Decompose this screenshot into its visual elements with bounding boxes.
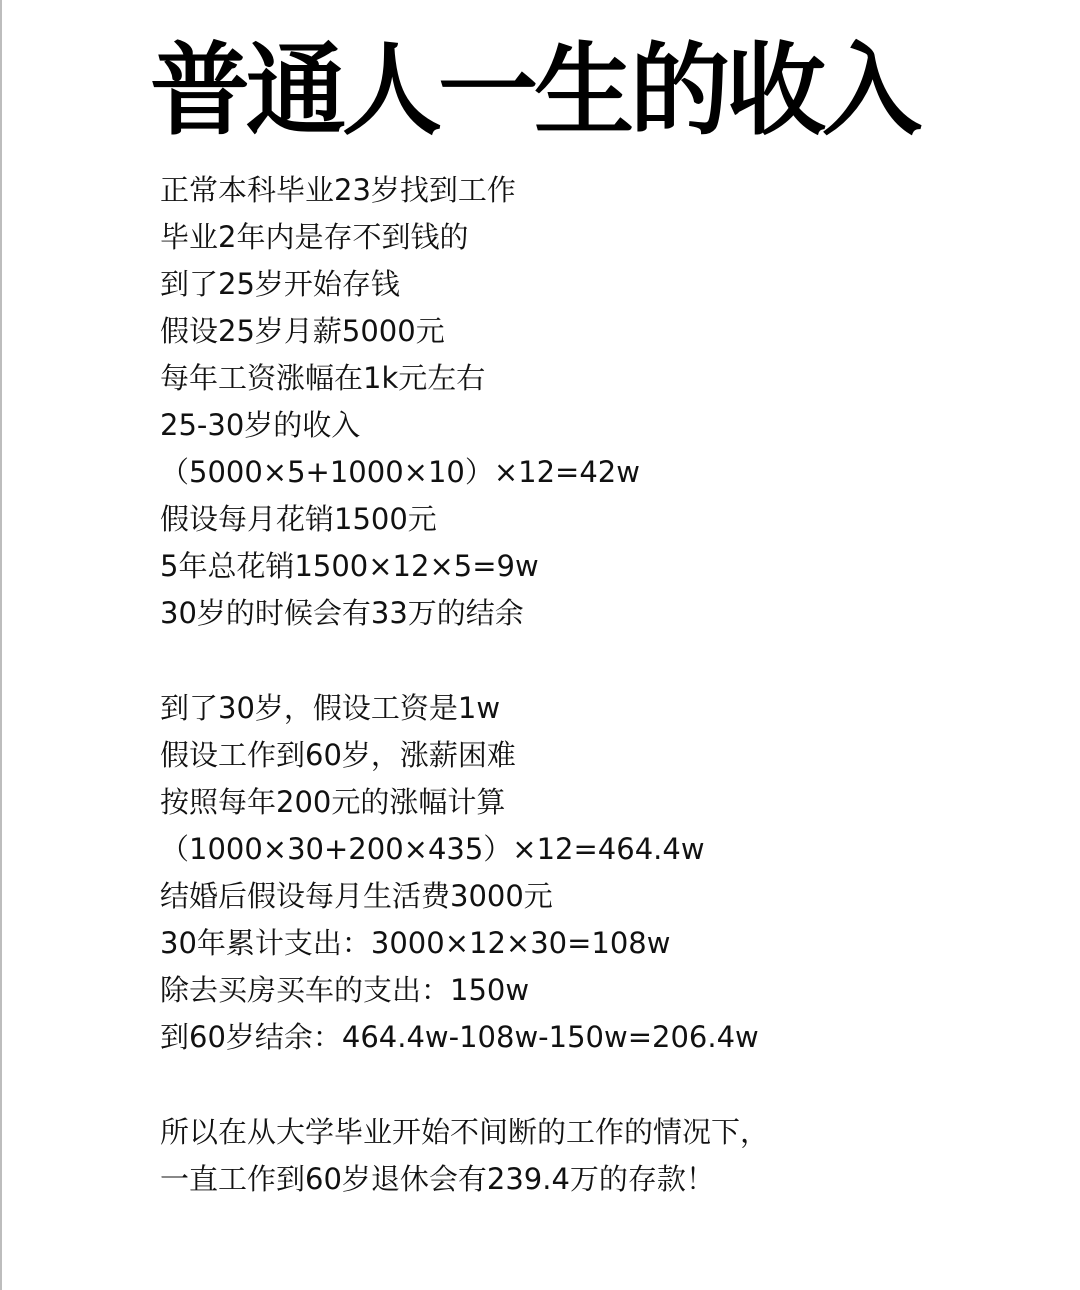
paragraph-later-career: [160, 685, 1040, 1061]
page-title: 普通人一生的收入: [150, 32, 918, 149]
text-line: 假设每月花销1500元: [160, 502, 437, 536]
paragraph-conclusion: [160, 1109, 1040, 1203]
text-line: 25-30岁的收入: [160, 408, 361, 442]
text-line: 到了25岁开始存钱: [160, 267, 400, 301]
left-border: [0, 0, 2, 1290]
text-line: 30岁的时候会有33万的结余: [160, 596, 524, 630]
text-line: 除去买房买车的支出：150w: [160, 973, 530, 1007]
text-line: 毕业2年内是存不到钱的: [160, 220, 469, 254]
text-line: 按照每年200元的涨幅计算: [160, 785, 506, 819]
text-line: 假设工作到60岁，涨薪困难: [160, 738, 516, 772]
paragraph-early-career: [160, 167, 1040, 637]
text-line: 所以在从大学毕业开始不间断的工作的情况下，: [160, 1115, 770, 1149]
text-line: 假设25岁月薪5000元: [160, 314, 445, 348]
text-line: 5年总花销1500×12×5=9w: [160, 549, 539, 583]
text-line: 30年累计支出：3000×12×30=108w: [160, 926, 671, 960]
text-line: 到60岁结余：464.4w-108w-150w=206.4w: [160, 1020, 759, 1054]
text-line: 结婚后假设每月生活费3000元: [160, 879, 553, 913]
text-line: （1000×30+200×435）×12=464.4w: [160, 832, 705, 866]
text-line: 到了30岁，假设工资是1w: [160, 691, 501, 725]
text-line: 正常本科毕业23岁找到工作: [160, 173, 516, 207]
text-line: 一直工作到60岁退休会有239.4万的存款！: [160, 1162, 715, 1196]
text-line: （5000×5+1000×10）×12=42w: [160, 455, 640, 489]
text-line: 每年工资涨幅在1k元左右: [160, 361, 486, 395]
